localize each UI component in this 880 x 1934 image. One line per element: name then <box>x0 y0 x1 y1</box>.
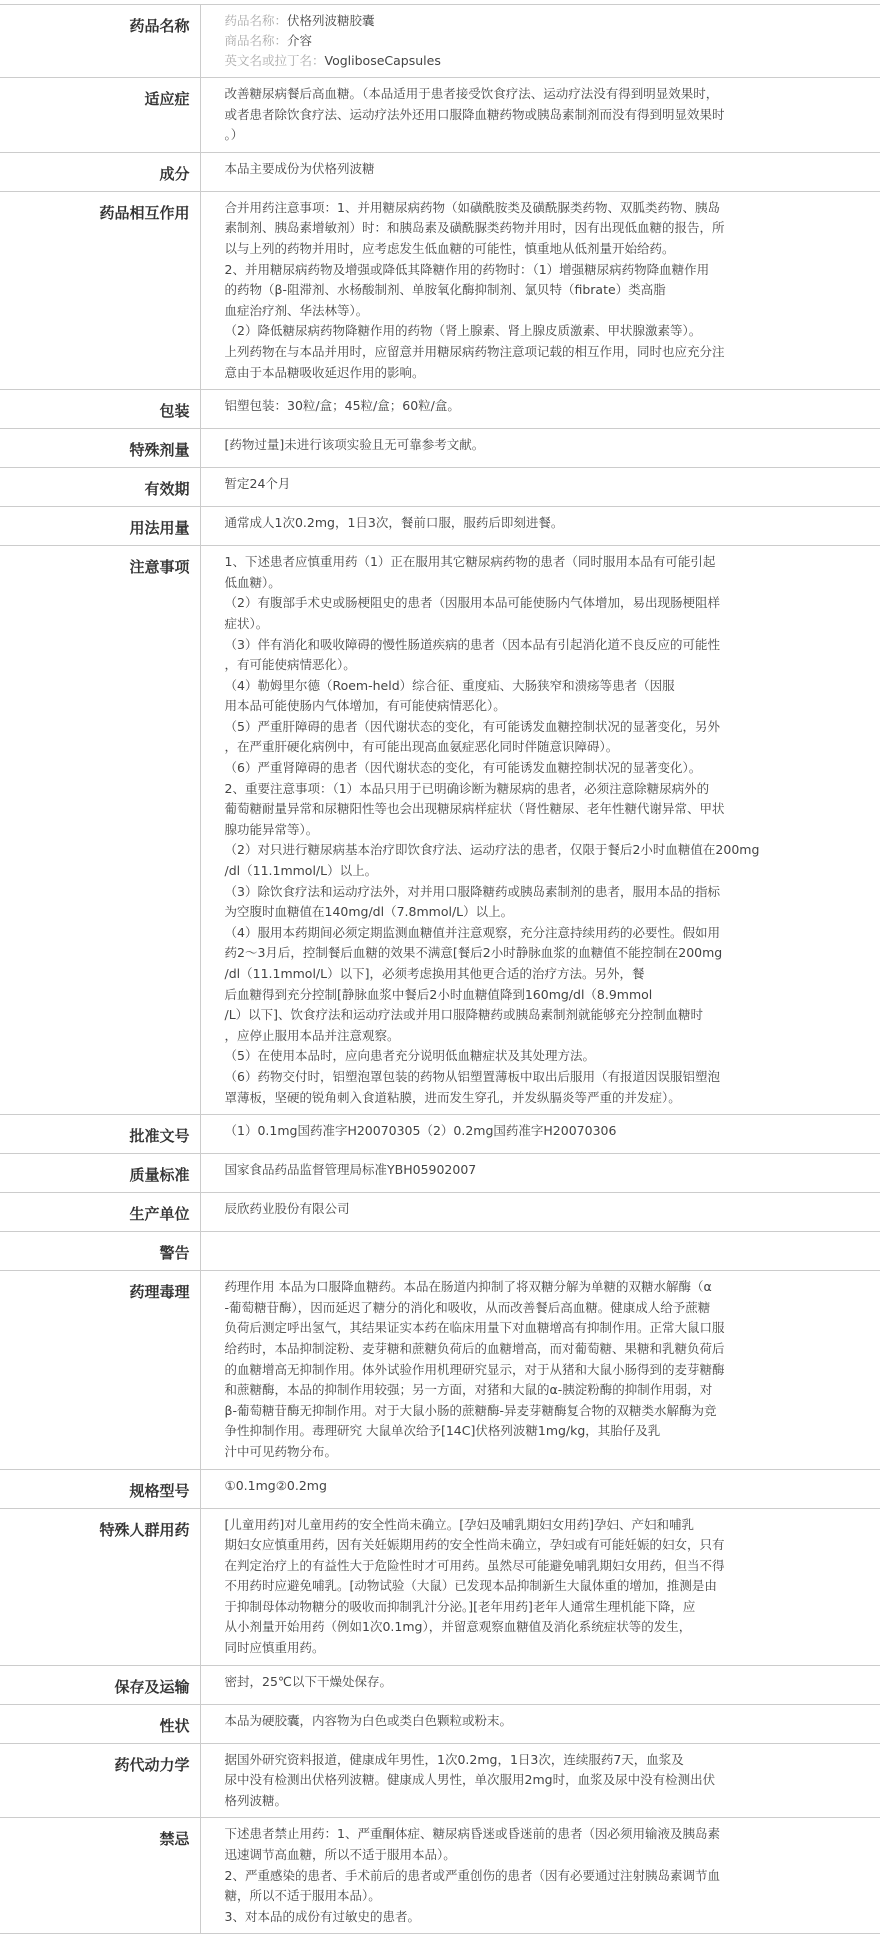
row-label: 药品名称 <box>0 5 200 78</box>
content-line: 血症治疗剂、华法林等）。 <box>224 302 369 318</box>
row-label: 药理毒理 <box>0 1271 200 1469</box>
content-line: 或者患者除饮食疗法、运动疗法外还用口服降血糖药物或胰岛素制剂而没有得到明显效果时 <box>224 106 725 122</box>
content-line: [儿童用药]对儿童用药的安全性尚未确立。[孕妇及哺乳期妇女用药]孕妇、产妇和哺乳 <box>224 1516 695 1532</box>
content-line: 在判定治疗上的有益性大于危险性时才可用药。虽然尽可能避免哺乳期妇女用药，但当不得 <box>224 1557 725 1573</box>
row-storage-transport <box>0 1665 880 1704</box>
content-line: /dl（11.1mmol/L）以下]，必须考虑换用其他更合适的治疗方法。另外，餐 <box>224 966 645 981</box>
content-line: [药物过量]未进行该项实验且无可靠参考文献。 <box>224 437 485 453</box>
row-label: 警告 <box>0 1232 200 1271</box>
row-description <box>0 1704 880 1743</box>
row-label: 性状 <box>0 1704 200 1743</box>
content-line: 国家食品药品监督管理局标准YBH05902007 <box>224 1162 477 1178</box>
content-line: 负荷后测定呼出氢气，其结果证实本药在临床用量下对血糖增高有抑制作用。正常大鼠口服 <box>224 1320 725 1336</box>
content-line: （3）伴有消化和吸收障碍的慢性肠道疾病的患者（因本品有引起消化道不良反应的可能性 <box>224 636 720 652</box>
row-content <box>200 1271 880 1469</box>
content-line: （4）勒姆里尔德（Roem-held）综合征、重度疝、大肠狭窄和溃疡等患者（因服 <box>224 677 675 693</box>
row-label: 药品相互作用 <box>0 191 200 389</box>
row-pharmacology-toxicology <box>0 1271 880 1469</box>
content-line: （4）服用本药期间必须定期监测血糖值并注意观察，充分注意持续用药的必要性。假如用 <box>224 924 720 940</box>
content-line: 本品为硬胶囊，内容物为白色或类白色颗粒或粉末。 <box>224 1712 513 1728</box>
content-line: （2）对只进行糖尿病基本治疗即饮食疗法、运动疗法的患者，仅限于餐后2小时血糖值在200mg <box>224 842 760 858</box>
row-label: 用法用量 <box>0 507 200 546</box>
row-content <box>200 1154 880 1193</box>
row-label: 成分 <box>0 152 200 191</box>
content-line: 低血糖）。 <box>224 574 281 590</box>
content-line: 通常成人1次0.2mg，1日3次，餐前口服，服药后即刻进餐。 <box>224 515 564 531</box>
row-warning <box>0 1232 880 1271</box>
content-line: 。） <box>224 127 244 143</box>
content-line: 同时应慎重用药。 <box>224 1640 325 1656</box>
row-content <box>200 1193 880 1232</box>
row-label: 特殊人群用药 <box>0 1508 200 1665</box>
row-drug-name <box>0 5 880 78</box>
content-line: 意由于本品糖吸收延迟作用的影响。 <box>224 364 425 380</box>
content-line: 汁中可见药物分布。 <box>224 1443 338 1459</box>
name-line <box>225 31 843 51</box>
row-precautions <box>0 546 880 1115</box>
content-line: （3）除饮食疗法和运动疗法外，对并用口服降糖药或胰岛素制剂的患者，服用本品的指标 <box>224 883 720 899</box>
row-content <box>200 1232 880 1271</box>
row-special-dosage <box>0 429 880 468</box>
content-line: 罩薄板，坚硬的锐角刺入食道粘膜，进而发生穿孔，并发纵膈炎等严重的并发症）。 <box>224 1089 681 1105</box>
row-label: 特殊剂量 <box>0 429 200 468</box>
content-line: 下述患者禁止用药：1、严重酮体症、糖尿病昏迷或昏迷前的患者（因必须用输液及胰岛素 <box>224 1826 720 1842</box>
name-value: 介容 <box>287 33 313 48</box>
row-content <box>200 390 880 429</box>
content-line: 和蔗糖酶，本品的抑制作用较强；另一方面，对猪和大鼠的α-胰淀粉酶的抑制作用弱，对 <box>224 1382 713 1398</box>
content-line: 铝塑包装：30粒/盒；45粒/盒；60粒/盒。 <box>224 398 460 414</box>
content-line: 的血糖增高无抑制作用。体外试验作用机理研究显示，对于从猪和大鼠小肠得到的麦芽糖酶 <box>224 1361 725 1377</box>
row-content <box>200 429 880 468</box>
drug-info-body <box>0 5 880 1934</box>
content-line: 3、对本品的成份有过敏史的患者。 <box>224 1908 420 1924</box>
content-line: /dl（11.1mmol/L）以上。 <box>224 863 378 879</box>
content-line: ①0.1mg②0.2mg <box>224 1477 327 1493</box>
row-specification <box>0 1469 880 1508</box>
content-line: 密封，25℃以下干燥处保存。 <box>224 1673 392 1689</box>
row-quality-standard <box>0 1154 880 1193</box>
row-shelf-life <box>0 468 880 507</box>
content-line: 2、重要注意事项：（1）本品只用于已明确诊断为糖尿病的患者，必须注意除糖尿病外的 <box>224 780 710 796</box>
content-line: 2、并用糖尿病药物及增强或降低其降糖作用的药物时：（1）增强糖尿病药物降血糖作用 <box>224 261 710 277</box>
content-line: 于抑制母体动物糖分的吸收而抑制乳汁分泌。][老年用药]老年人通常生理机能下降，应 <box>224 1598 696 1614</box>
content-line: 为空腹时血糖值在140mg/dl（7.8mmol/L）以上。 <box>224 904 514 920</box>
content-line: /L）以下]、饮食疗法和运动疗法或并用口服降糖药或胰岛素制剂就能够充分控制血糖时 <box>224 1007 704 1023</box>
row-label: 质量标准 <box>0 1154 200 1193</box>
content-line: 2、严重感染的患者、手术前后的患者或严重创伤的患者（因有必要通过注射胰岛素调节血 <box>224 1867 720 1883</box>
content-line: （6）药物交付时，铝塑泡罩包装的药物从铝塑置薄板中取出后服用（有报道因误服铝塑泡 <box>224 1068 720 1084</box>
row-label: 药代动力学 <box>0 1743 200 1818</box>
row-content <box>200 1743 880 1818</box>
name-key: 商品名称： <box>224 33 288 48</box>
row-content <box>200 1469 880 1508</box>
content-line: （2）降低糖尿病药物降糖作用的药物（肾上腺素、肾上腺皮质激素、甲状腺激素等）。 <box>224 323 702 339</box>
content-line: 暂定24个月 <box>224 476 291 492</box>
content-line: 辰欣药业股份有限公司 <box>224 1201 350 1217</box>
content-line: 从小剂量开始用药（例如1次0.1mg），并留意观察血糖值及消化系统症状等的发生， <box>224 1619 692 1635</box>
content-line: 1、下述患者应慎重用药（1）正在服用其它糖尿病药物的患者（同时服用本品有可能引起 <box>224 554 716 570</box>
content-line: 葡萄糖耐量异常和尿糖阳性等也会出现糖尿病样症状（肾性糖尿、老年性糖代谢异常、甲状 <box>224 801 725 817</box>
content-line: 尿中没有检测出伏格列波糖。健康成人男性，单次服用2mg时，血浆及尿中没有检测出伏 <box>224 1772 716 1788</box>
row-manufacturer <box>0 1193 880 1232</box>
row-approval-number <box>0 1115 880 1154</box>
content-line: 合并用药注意事项：1、并用糖尿病药物（如磺酰胺类及磺酰脲类药物、双胍类药物、胰岛 <box>224 199 720 215</box>
content-line: （1）0.1mg国药准字H20070305（2）0.2mg国药准字H20070306 <box>224 1123 617 1139</box>
row-content <box>200 78 880 153</box>
row-content <box>200 546 880 1115</box>
row-content <box>200 507 880 546</box>
row-content <box>200 1704 880 1743</box>
content-line: 期妇女应慎重用药，因有关妊娠期用药的安全性尚未确立，孕妇或有可能妊娠的妇女，只有 <box>224 1537 725 1553</box>
row-content <box>200 1115 880 1154</box>
content-line: （5）在使用本品时，应向患者充分说明低血糖症状及其处理方法。 <box>224 1048 595 1064</box>
content-line: 格列波糖。 <box>224 1792 288 1808</box>
content-line: ，在严重肝硬化病例中，有可能出现高血氨症恶化同时伴随意识障碍）。 <box>224 739 619 755</box>
row-contraindications <box>0 1818 880 1934</box>
row-label: 保存及运输 <box>0 1665 200 1704</box>
content-line: 腺功能异常等）。 <box>224 821 319 837</box>
row-label: 有效期 <box>0 468 200 507</box>
content-line: 争性抑制作用。毒理研究 大鼠单次给予[14C]伏格列波糖1mg/kg，其胎仔及乳 <box>224 1423 661 1439</box>
content-line: 用本品可能使肠内气体增加，有可能使病情恶化）。 <box>224 698 506 714</box>
content-line: 糖，所以不适于服用本品）。 <box>224 1888 381 1904</box>
row-label: 规格型号 <box>0 1469 200 1508</box>
row-content <box>200 191 880 389</box>
row-content <box>200 468 880 507</box>
row-label: 注意事项 <box>0 546 200 1115</box>
content-line: 本品主要成份为伏格列波糖 <box>224 160 375 176</box>
row-label: 适应症 <box>0 78 200 153</box>
content-line: 以与上列的药物并用时，应考虑发生低血糖的可能性，慎重地从低剂量开始给药。 <box>224 240 675 256</box>
row-pharmacokinetics <box>0 1743 880 1818</box>
name-line <box>225 51 843 71</box>
row-special-populations <box>0 1508 880 1665</box>
content-line: 不用药时应避免哺乳。[动物试验（大鼠）已发现本品抑制新生大鼠体重的增加，推测是由 <box>224 1578 717 1594</box>
row-content <box>200 1665 880 1704</box>
row-content <box>200 1508 880 1665</box>
content-line: 上列药物在与本品并用时，应留意并用糖尿病药物注意项记载的相互作用，同时也应充分注 <box>224 343 725 359</box>
content-line: 据国外研究资料报道，健康成年男性，1次0.2mg，1日3次，连续服药7天，血浆及 <box>224 1751 684 1767</box>
content-line: ，应停止服用本品并注意观察。 <box>224 1027 400 1043</box>
content-line: 症状）。 <box>224 615 269 631</box>
row-label: 批准文号 <box>0 1115 200 1154</box>
content-line: 给药时，本品抑制淀粉、麦芽糖和蔗糖负荷后的血糖增高，而对葡萄糖、果糖和乳糖负荷后 <box>224 1340 725 1356</box>
content-line: 改善糖尿病餐后高血糖。（本品适用于患者接受饮食疗法、运动疗法没有得到明显效果时， <box>224 86 719 101</box>
content-line: β-葡萄糖苷酶无抑制作用。对于大鼠小肠的蔗糖酶-异麦芽糖酶复合物的双糖类水解酶为竞 <box>224 1402 717 1418</box>
content-line: 药理作用 本品为口服降血糖药。本品在肠道内抑制了将双糖分解为单糖的双糖水解酶（α <box>224 1279 712 1295</box>
name-line <box>225 11 843 31</box>
name-value: VogliboseCapsules <box>324 53 441 68</box>
row-ingredients <box>0 152 880 191</box>
content-line: 后血糖得到充分控制[静脉血浆中餐后2小时血糖值降到160mg/dl（8.9mmol <box>224 986 653 1002</box>
content-line: 素制剂、胰岛素增敏剂）时：和胰岛素及磺酰脲类药物并用时，因有出现低血糖的报告，所 <box>224 220 725 236</box>
row-indications <box>0 78 880 153</box>
row-content <box>200 1818 880 1934</box>
drug-info-table <box>0 4 880 1934</box>
row-label: 禁忌 <box>0 1818 200 1934</box>
content-line: 药2～3月后，控制餐后血糖的效果不满意[餐后2小时静脉血浆的血糖值不能控制在200mg <box>224 945 723 961</box>
row-content <box>200 5 880 78</box>
content-line: （6）严重肾障碍的患者（因代谢状态的变化，有可能诱发血糖控制状况的显著变化）。 <box>224 760 702 776</box>
name-key: 药品名称： <box>224 13 288 28</box>
row-dosage <box>0 507 880 546</box>
name-value: 伏格列波糖胶囊 <box>287 13 375 28</box>
content-line: ，有可能使病情恶化）。 <box>224 657 356 673</box>
row-packaging <box>0 390 880 429</box>
content-line: 迅速调节高血糖，所以不适于服用本品）。 <box>224 1847 456 1863</box>
row-label: 包装 <box>0 390 200 429</box>
content-line: -葡萄糖苷酶），因而延迟了糖分的消化和吸收，从而改善餐后高血糖。健康成人给予蔗糖 <box>224 1299 711 1315</box>
content-line: （2）有腹部手术史或肠梗阻史的患者（因服用本品可能使肠内气体增加，易出现肠梗阻样 <box>224 595 720 611</box>
name-key: 英文名或拉丁名： <box>224 53 325 68</box>
row-label: 生产单位 <box>0 1193 200 1232</box>
row-drug-interactions <box>0 191 880 389</box>
content-line: （5）严重肝障碍的患者（因代谢状态的变化，有可能诱发血糖控制状况的显著变化，另外 <box>224 718 720 734</box>
row-content <box>200 152 880 191</box>
content-line: 的药物（β-阻滞剂、水杨酸制剂、单胺氧化酶抑制剂、氯贝特（fibrate）类高脂 <box>224 282 666 298</box>
